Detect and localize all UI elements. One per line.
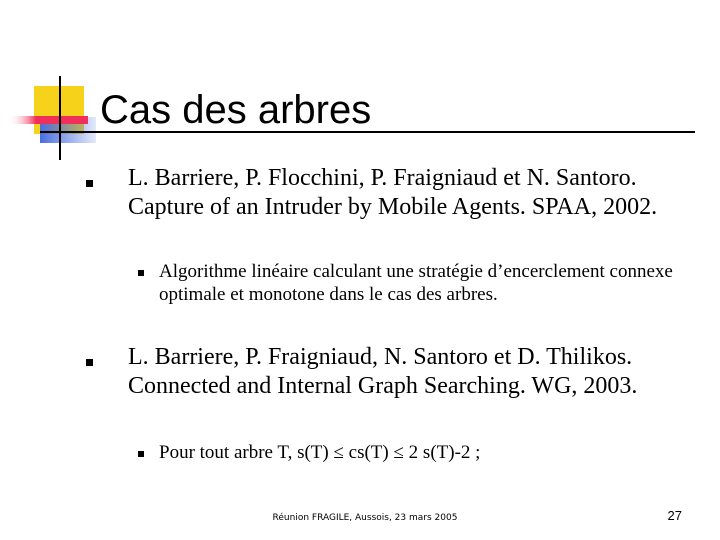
sub-bullet-marker xyxy=(138,451,144,457)
page-number: 27 xyxy=(667,508,682,523)
bullet-marker xyxy=(86,359,93,366)
slide-logo xyxy=(0,0,100,170)
reference-item-1: L. Barriere, P. Flocchini, P. Fraigniaud et N. Santoro. Capture of an Intruder by Mobile Agents. SPAA, 2002. xyxy=(128,165,658,220)
slide-title: Cas des arbres xyxy=(100,88,372,132)
logo-vertical-line xyxy=(59,76,61,160)
footer-text: Réunion FRAGILE, Aussois, 23 mars 2005 xyxy=(272,513,458,523)
reference-item-2: L. Barriere, P. Fraigniaud, N. Santoro et D. Thilikos. Connected and Internal Graph Searching. WG, 2003. xyxy=(128,344,638,399)
reference-item-1-detail: Algorithme linéaire calculant une stratégie d’encerclement connexe optimale et monotone dans le cas des arbres. xyxy=(159,261,673,305)
sub-bullet-marker xyxy=(138,270,144,276)
logo-red-bar xyxy=(8,116,88,124)
bullet-marker xyxy=(86,180,93,187)
reference-item-2-detail: Pour tout arbre T, s(T) ≤ cs(T) ≤ 2 s(T)-2 ; xyxy=(159,442,481,463)
